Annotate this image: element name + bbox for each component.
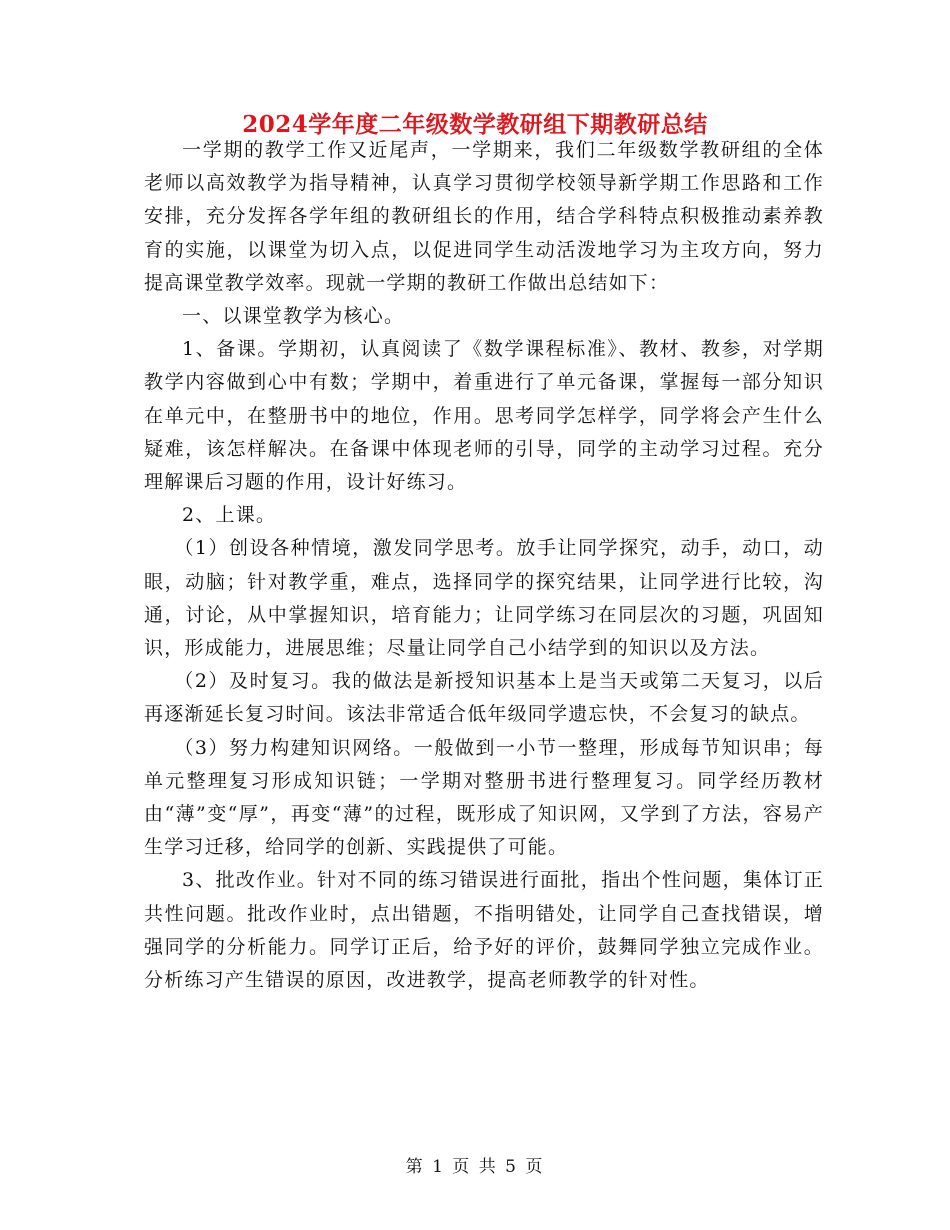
- homework-paragraph: 3、批改作业。针对不同的练习错误进行面批，指出个性问题，集体订正共性问题。批改作业时，点出错题，不指明错处，让同学自己查找错误，增强同学的分析能力。同学订正后，给予好的评价，鼓舞同学独立完成作业。分析练习产生错误的原因，改进教学，提高老师教学的针对性。: [144, 869, 824, 992]
- page-footer: 第 1 页 共 5 页: [405, 1157, 545, 1177]
- class-heading: 2、上课。: [182, 504, 277, 527]
- section-heading: 一、以课堂教学为核心。: [182, 305, 405, 328]
- document-title: 2024学年度二年级数学教研组下期教研总结: [242, 111, 708, 138]
- intro-paragraph: 一学期的教学工作又近尾声，一学期来，我们二年级数学教研组的全体老师以高效教学为指导精神，认真学习贯彻学校领导新学期工作思路和工作安排，充分发挥各学年组的教研组长的作用，结合学科特点积极推动素养教育的实施，以课堂为切入点，以促进同学生动活泼地学习为主攻方向，努力提高课堂教学效率。现就一学期的教研工作做出总结如下：: [144, 139, 824, 294]
- class-point-2-paragraph: （2）及时复习。我的做法是新授知识基本上是当天或第二天复习，以后再逐渐延长复习时间。该法非常适合低年级同学遗忘快，不会复习的缺点。: [144, 670, 824, 726]
- lesson-prep-paragraph: 1、备课。学期初，认真阅读了《数学课程标准》、教材、教参，对学期教学内容做到心中有数；学期中，着重进行了单元备课，掌握每一部分知识在单元中，在整册书中的地位，作用。思考同学怎样学，同学将会产生什么疑难，该怎样解决。在备课中体现老师的引导，同学的主动学习过程。充分理解课后习题的作用，设计好练习。: [144, 338, 824, 494]
- class-point-1-paragraph: （1）创设各种情境，激发同学思考。放手让同学探究，动手，动口，动眼，动脑；针对教学重，难点，选择同学的探究结果，让同学进行比较，沟通，讨论，从中掌握知识，培育能力；让同学练习在同层次的习题，巩固知识，形成能力，进展思维；尽量让同学自己小结学到的知识以及方法。: [144, 537, 824, 660]
- document-body: [144, 134, 824, 997]
- class-point-3-paragraph: （3）努力构建知识网络。一般做到一小节一整理，形成每节知识串；每单元整理复习形成知识链；一学期对整册书进行整理复习。同学经历教材由“薄”变“厚”，再变“薄”的过程，既形成了知识网，又学到了方法，容易产生学习迁移，给同学的创新、实践提供了可能。: [144, 736, 824, 859]
